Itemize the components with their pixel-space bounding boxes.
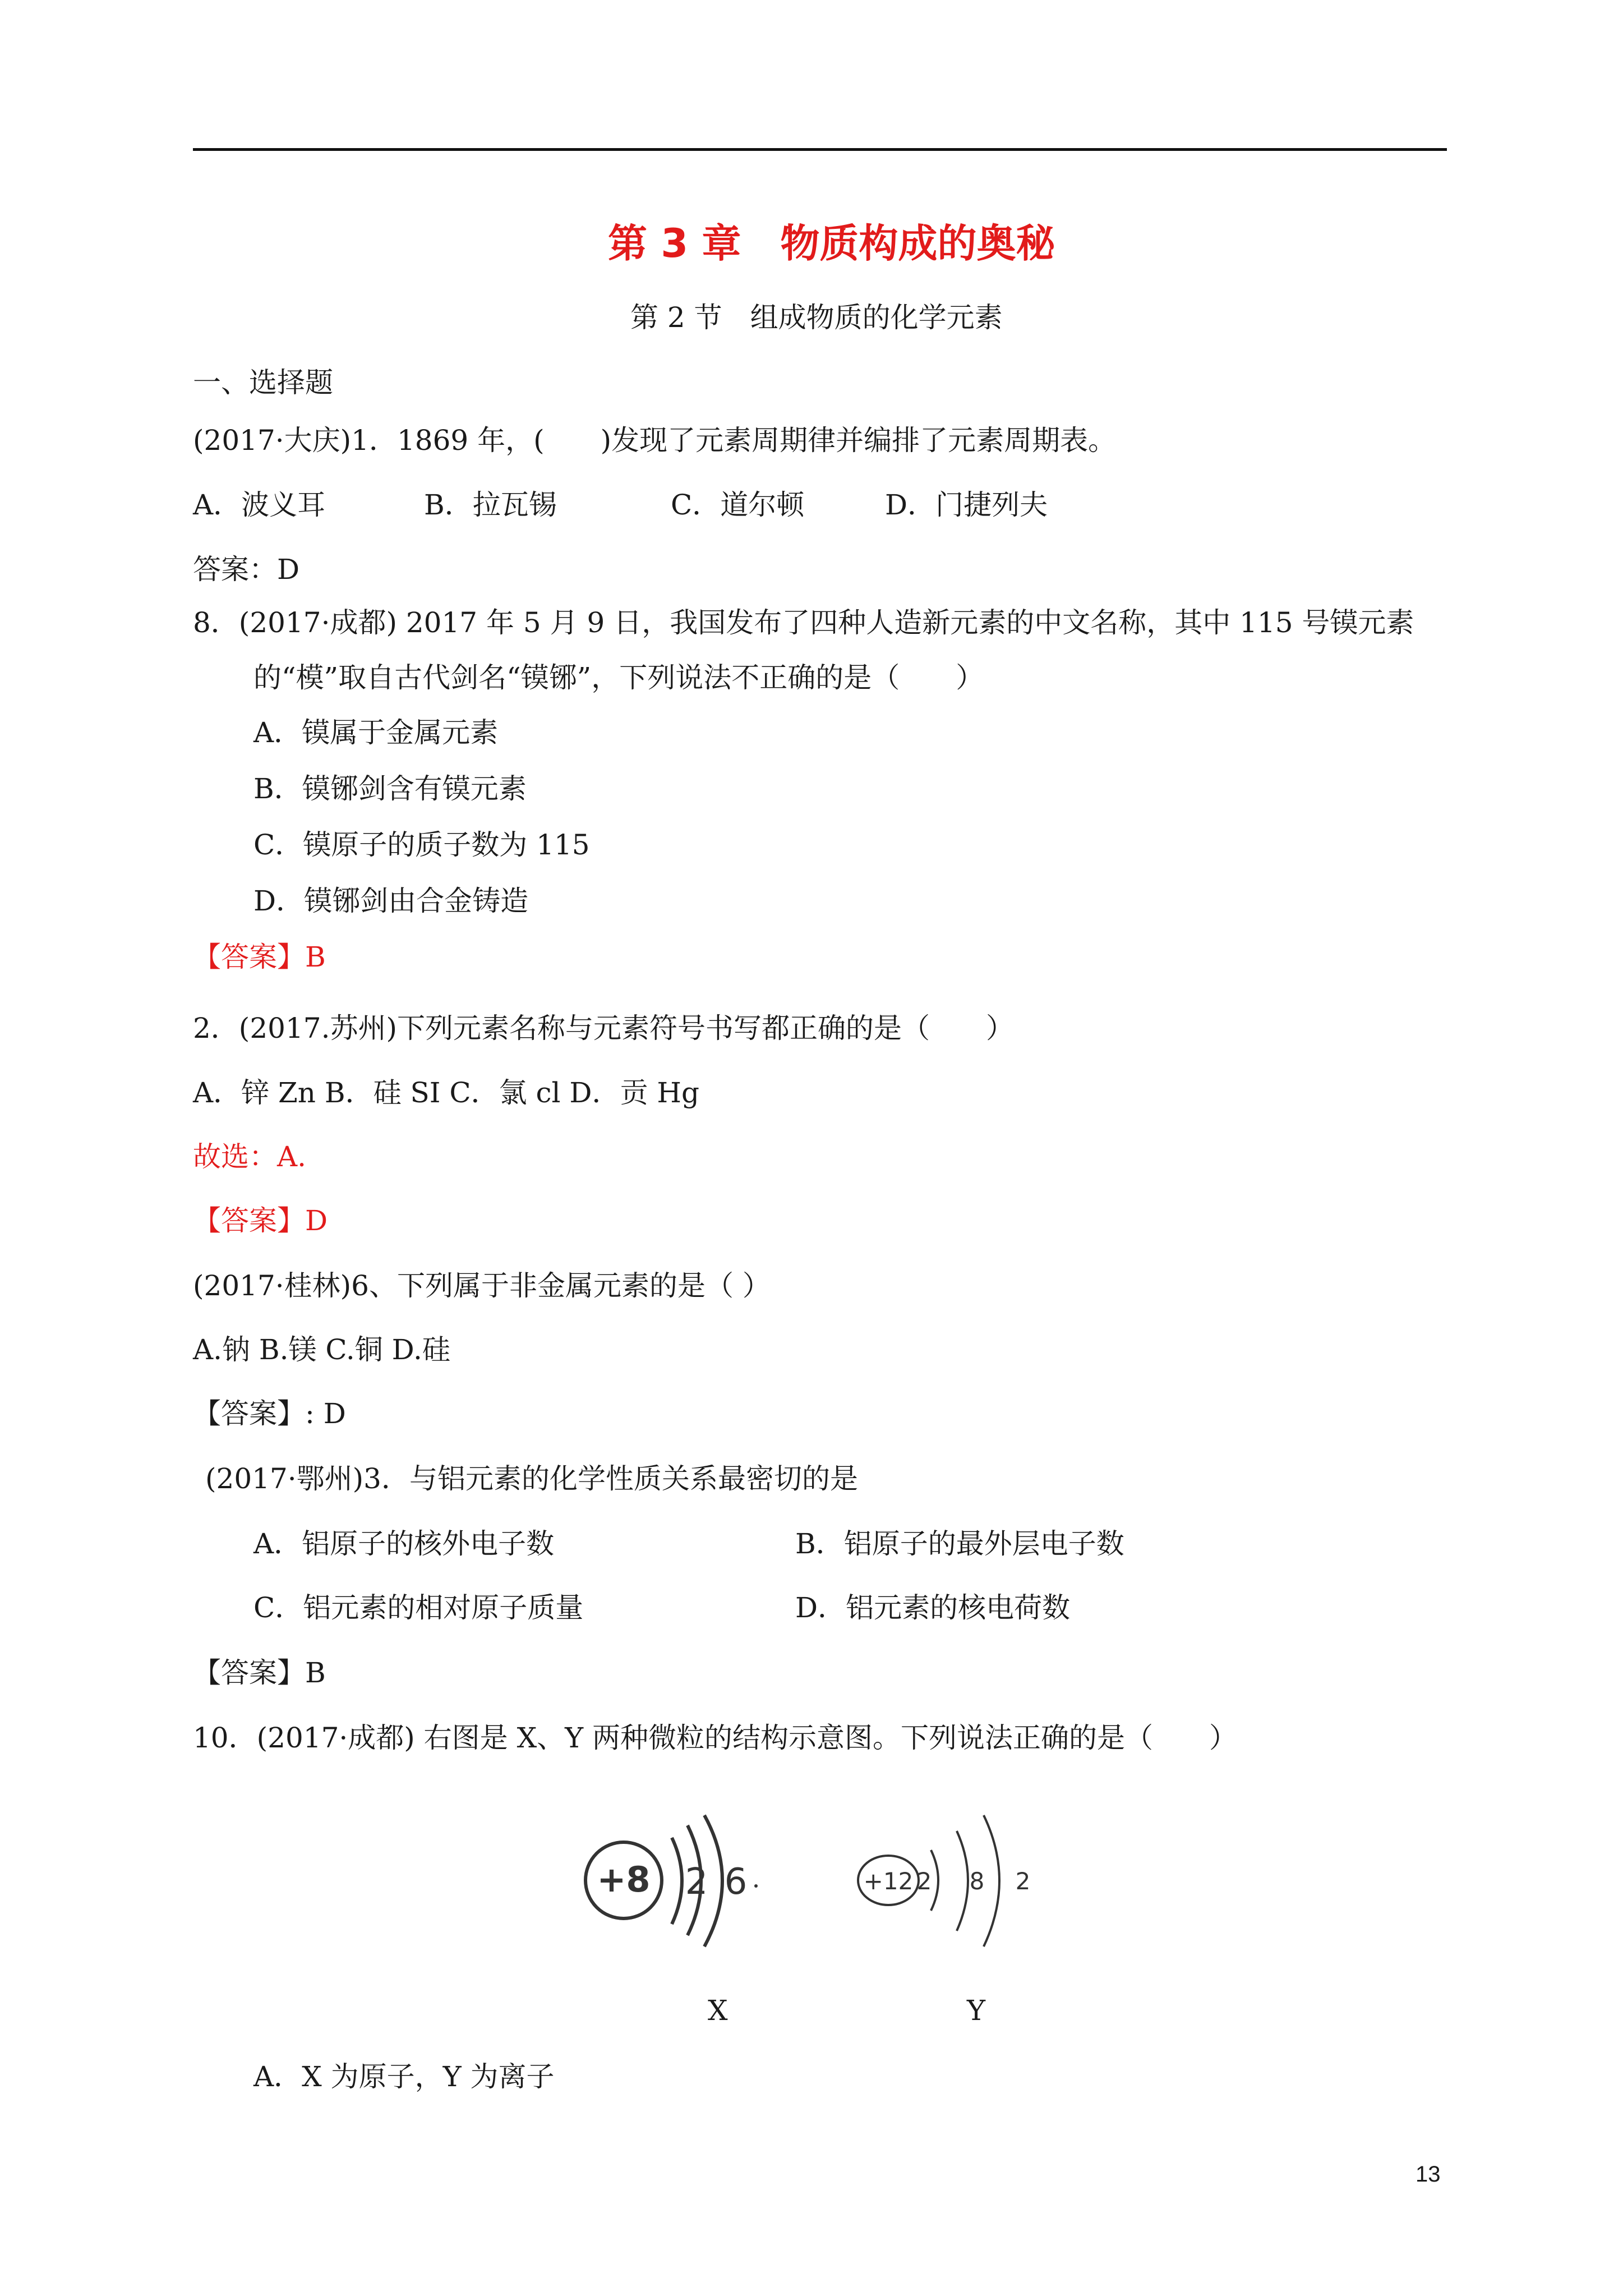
- question-8-option-b: B．镆铘剑含有镆元素: [253, 772, 527, 805]
- question-1-option-a: A．波义耳: [193, 489, 326, 521]
- question-3-option-c: C．铝元素的相对原子质量: [253, 1591, 584, 1624]
- question-6-answer: 【答案】: D: [193, 1397, 346, 1430]
- shell-count-y-1: 2: [916, 1867, 932, 1895]
- question-3-stem: (2017·鄂州)3．与铝元素的化学性质关系最密切的是: [205, 1462, 858, 1495]
- question-1-stem: (2017·大庆)1．1869 年，( )发现了元素周期律并编排了元素周期表。: [193, 424, 1117, 457]
- question-2-options: A．锌 Zn B．硅 SI C．氯 cl D．贡 Hg: [193, 1076, 700, 1109]
- shell-count-x-2: 6: [724, 1861, 748, 1903]
- question-6-stem: (2017·桂林)6、下列属于非金属元素的是（ ）: [193, 1269, 771, 1302]
- question-8-option-d: D．镆铘剑由合金铸造: [253, 885, 529, 917]
- shell-count-y-2: 8: [969, 1867, 985, 1895]
- question-10-option-a: A．X 为原子，Y 为离子: [253, 2060, 555, 2093]
- question-3-option-d: D．铝元素的核电荷数: [795, 1591, 1071, 1624]
- question-8-stem-line2: 的“模”取自古代剑名“镆铘”，下列说法不正确的是（ ）: [253, 661, 984, 694]
- shell-count-x-1: 2: [685, 1861, 708, 1903]
- header-rule: [193, 148, 1447, 151]
- diagram-label-y: Y: [967, 1994, 986, 2027]
- electron-shell-3-y: [984, 1815, 999, 1947]
- shell-count-y-3: 2: [1015, 1867, 1031, 1895]
- chapter-title: 第 3 章 物质构成的奥秘: [608, 220, 1055, 266]
- atom-diagram-x: [578, 1806, 791, 1975]
- part-heading: 一、选择题: [193, 366, 333, 399]
- question-10-stem: 10．(2017·成都) 右图是 X、Y 两种微粒的结构示意图。下列说法正确的是（ ）: [193, 1722, 1238, 1754]
- question-1-option-c: C．道尔顿: [671, 489, 805, 521]
- question-2-choice: 故选：A.: [193, 1140, 307, 1173]
- nucleus-charge-x: +8: [597, 1859, 651, 1900]
- atom-diagram-y: [852, 1806, 1054, 1975]
- question-3-answer: 【答案】B: [193, 1657, 326, 1689]
- question-1-option-b: B．拉瓦锡: [424, 489, 557, 521]
- nucleus-charge-y: +12: [863, 1867, 914, 1895]
- diagram-label-x: X: [708, 1994, 728, 2027]
- electron-shell-1-x: [672, 1838, 682, 1924]
- question-8-stem-line1: 8．(2017·成都) 2017 年 5 月 9 日，我国发布了四种人造新元素的中文名称，其中 115 号镆元素: [193, 606, 1414, 639]
- question-3-option-a: A．铝原子的核外电子数: [253, 1527, 555, 1560]
- question-1-option-d: D．门捷列夫: [885, 489, 1048, 521]
- electron-shell-2-y: [957, 1831, 968, 1931]
- question-2-stem: 2．(2017.苏州)下列元素名称与元素符号书写都正确的是（ ）: [193, 1012, 1014, 1045]
- section-title: 第 2 节 组成物质的化学元素: [630, 301, 1003, 334]
- question-8-option-c: C．镆原子的质子数为 115: [253, 829, 590, 861]
- page-number: 13: [1415, 2162, 1441, 2187]
- question-1-answer: 答案：D: [193, 553, 300, 586]
- question-6-options: A.钠 B.镁 C.铜 D.硅: [193, 1333, 450, 1366]
- question-3-option-b: B．铝原子的最外层电子数: [795, 1527, 1124, 1560]
- dot-mark-x: [754, 1884, 758, 1888]
- electron-shell-1-y: [931, 1850, 938, 1911]
- question-8-answer: 【答案】B: [193, 941, 326, 973]
- question-8-option-a: A．镆属于金属元素: [253, 716, 499, 749]
- question-2-answer: 【答案】D: [193, 1204, 328, 1237]
